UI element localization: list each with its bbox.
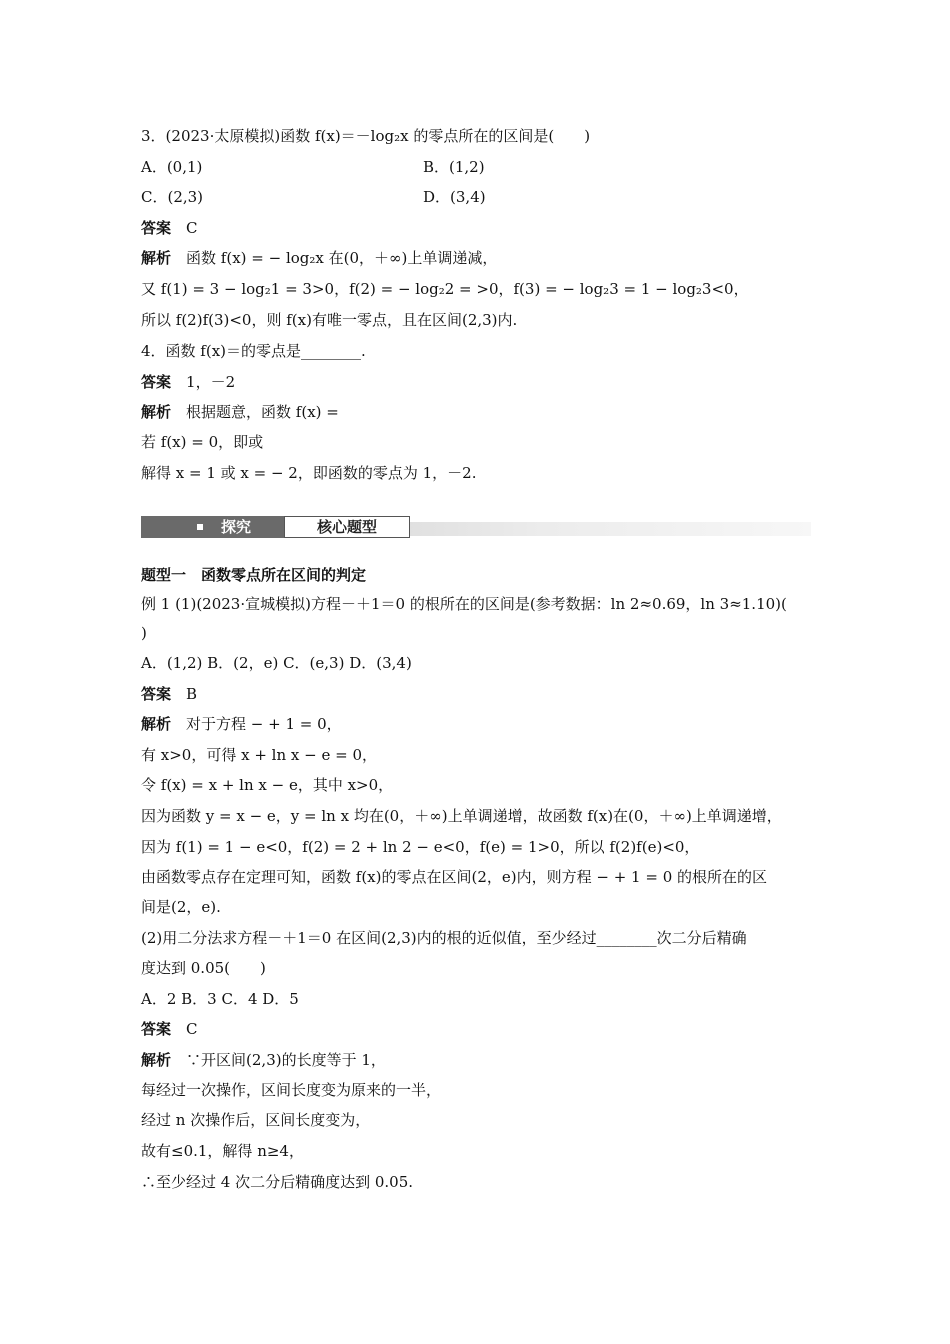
- problem3-answer: [141, 218, 811, 238]
- example1-analysis-line: 因为 f(1) = 1 − e<0，f(2) = 2 + ln 2 − e<0，f(e) = 1>0，所以 f(2)f(e)<0，: [141, 838, 700, 856]
- problem3-analysis-line: 又 f(1) = 3 − log₂1 = 3>0，f(2) = − log₂2 = >0，f(3) = − log₂3 = 1 − log₂3<0，: [141, 280, 749, 298]
- analysis-label: 解析: [141, 403, 172, 421]
- problem4-analysis-line: [141, 402, 811, 422]
- banner-right-text: 核心题型: [284, 516, 410, 538]
- analysis-text: ∵开区间(2,3)的长度等于 1，: [186, 1051, 386, 1069]
- banner-dark-label: [141, 516, 284, 538]
- answer-value: 1，－2: [186, 373, 236, 391]
- problem4-answer: [141, 372, 811, 392]
- problem3-option-d: D．(3,4): [423, 188, 486, 206]
- answer-value: B: [186, 685, 198, 703]
- answer-value: C: [186, 1020, 198, 1038]
- analysis-label: 解析: [141, 715, 172, 733]
- example1-part2-analysis-line: 每经过一次操作，区间长度变为原来的一半，: [141, 1081, 442, 1099]
- analysis-label: 解析: [141, 1051, 172, 1069]
- analysis-label: 解析: [141, 249, 172, 267]
- problem3-option-c: C．(2,3): [141, 188, 204, 206]
- analysis-text: 对于方程 − + 1 = 0，: [186, 715, 342, 733]
- problem4-analysis-line: 若 f(x) = 0，即或: [141, 433, 264, 451]
- example1-analysis-line: 因为函数 y = x − e，y = ln x 均在(0，＋∞)上单调递增，故函数 f(x)在(0，＋∞)上单调递增，: [141, 807, 782, 825]
- analysis-text: 函数 f(x) = − log₂x 在(0，＋∞)上单调递减，: [186, 249, 498, 267]
- example1-options: A．(1,2) B．(2，e) C．(e,3) D．(3,4): [141, 654, 412, 672]
- problem3-option-b: B．(1,2): [423, 158, 485, 176]
- banner-left-text: 探究: [221, 518, 252, 536]
- type1-heading: 题型一 函数零点所在区间的判定: [141, 566, 367, 584]
- example1-part2-options: A．2 B．3 C．4 D．5: [141, 990, 299, 1008]
- answer-label: 答案: [141, 1020, 172, 1038]
- example1-answer: [141, 684, 811, 704]
- answer-label: 答案: [141, 685, 172, 703]
- problem3-analysis-line: [141, 248, 811, 268]
- answer-value: C: [186, 219, 198, 237]
- example1-part2-analysis-line: [141, 1050, 811, 1070]
- example1-part2-analysis-line: ∴至少经过 4 次二分后精确度达到 0.05.: [141, 1173, 414, 1191]
- problem4-question: 4．函数 f(x)＝的零点是________.: [141, 342, 366, 360]
- example1-part2-line1: (2)用二分法求方程－＋1＝0 在区间(2,3)内的根的近似值，至少经过________次二分后精确: [141, 929, 747, 947]
- example1-part2-answer: [141, 1019, 811, 1039]
- example1-line1: 例 1 (1)(2023·宣城模拟)方程－＋1＝0 的根所在的区间是(参考数据：ln 2≈0.69，ln 3≈1.10)(: [141, 595, 787, 613]
- problem4-analysis-line: 解得 x = 1 或 x = − 2，即函数的零点为 1，－2.: [141, 464, 477, 482]
- problem3-question: 3．(2023·太原模拟)函数 f(x)＝－log₂x 的零点所在的区间是( ): [141, 127, 591, 145]
- example1-part2-line2: 度达到 0.05( ): [141, 959, 266, 977]
- example1-line2: ): [141, 624, 147, 642]
- example1-analysis-line: 有 x>0，可得 x + ln x − e = 0，: [141, 746, 377, 764]
- example1-part2-analysis-line: 经过 n 次操作后，区间长度变为，: [141, 1111, 371, 1129]
- answer-label: 答案: [141, 373, 172, 391]
- problem3-analysis-line: 所以 f(2)f(3)<0，则 f(x)有唯一零点，且在区间(2,3)内.: [141, 311, 518, 329]
- answer-label: 答案: [141, 219, 172, 237]
- example1-analysis-line: [141, 714, 811, 734]
- example1-analysis-line: 间是(2，e).: [141, 898, 221, 916]
- square-bullet-icon: [197, 524, 203, 530]
- section-banner: [141, 512, 811, 542]
- example1-part2-analysis-line: 故有≤0.1，解得 n≥4，: [141, 1142, 304, 1160]
- example1-analysis-line: 令 f(x) = x + ln x − e，其中 x>0，: [141, 776, 394, 794]
- problem3-option-a: A．(0,1): [141, 158, 203, 176]
- example1-analysis-line: 由函数零点存在定理可知，函数 f(x)的零点在区间(2，e)内，则方程 − + 1 = 0 的根所在的区: [141, 868, 768, 886]
- analysis-text: 根据题意，函数 f(x) =: [186, 403, 339, 421]
